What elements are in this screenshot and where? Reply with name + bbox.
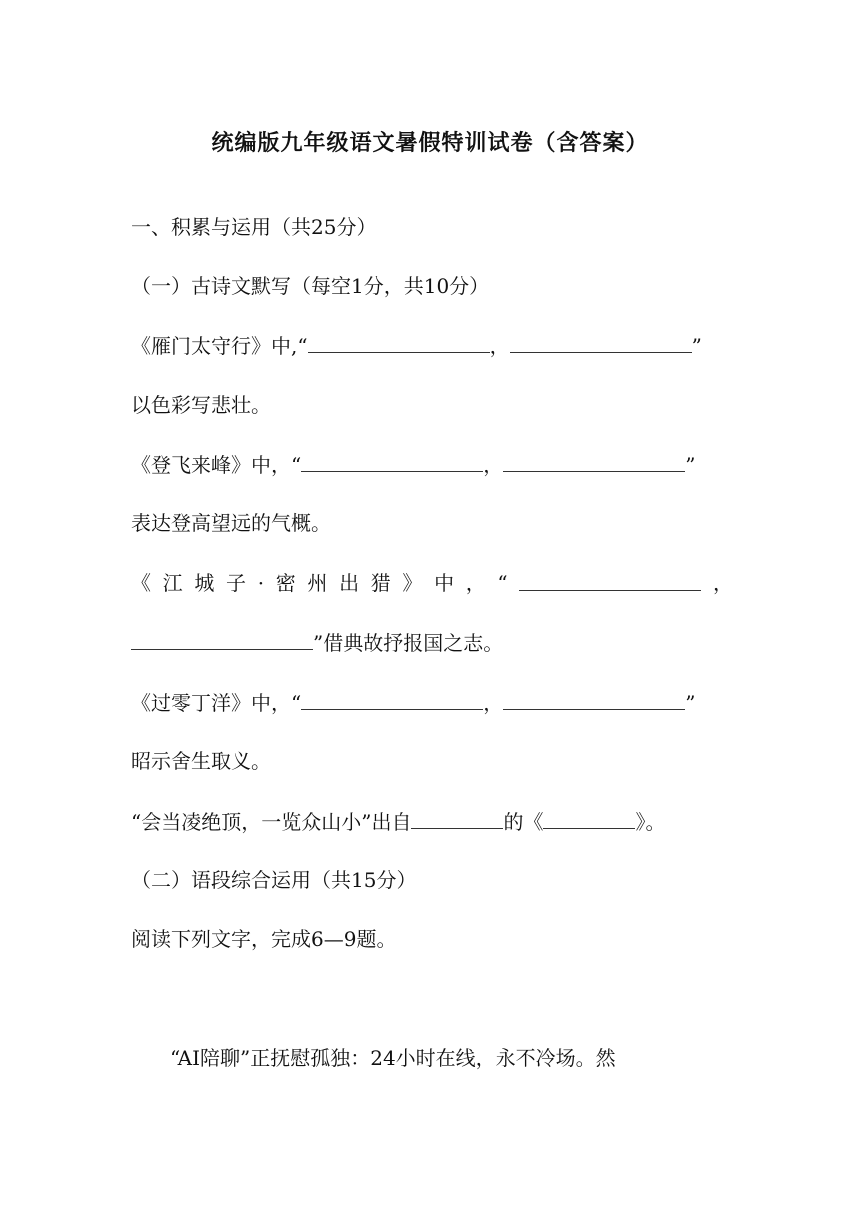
question-3-tail: [131, 627, 731, 658]
question-text: 《过零丁洋》中，“: [131, 691, 302, 715]
subsection-heading: （二）语段综合运用（共15分）: [131, 868, 417, 892]
punctuation: ，: [489, 334, 510, 358]
question-5: [131, 806, 731, 837]
char: 《: [131, 571, 151, 595]
question-4-tail: 昭示舍生取义。: [131, 749, 271, 773]
punctuation: ”: [685, 691, 696, 715]
char: 中: [434, 571, 455, 595]
char: 猎: [370, 571, 391, 595]
char: 城: [194, 571, 215, 595]
answer-blank[interactable]: [131, 627, 313, 650]
char: “: [497, 571, 508, 595]
section-heading: 一、积累与运用（共25分）: [131, 215, 377, 239]
question-text: 的《: [503, 810, 544, 834]
char: 江: [162, 571, 183, 595]
punctuation: ”: [313, 631, 324, 655]
instruction-text: 阅读下列文字，完成6—9题。: [131, 927, 397, 951]
punctuation: ，: [483, 691, 504, 715]
answer-blank[interactable]: [301, 687, 483, 710]
answer-blank[interactable]: [519, 568, 701, 591]
answer-blank[interactable]: [503, 449, 685, 472]
question-text: 借典故抒报国之志。: [323, 631, 504, 655]
punctuation: ，: [713, 571, 733, 595]
answer-blank[interactable]: [503, 687, 685, 710]
answer-blank[interactable]: [510, 330, 692, 353]
question-4: [131, 687, 731, 718]
char: 子: [226, 571, 247, 595]
answer-blank[interactable]: [308, 330, 490, 353]
char: 州: [307, 571, 328, 595]
answer-blank[interactable]: [411, 806, 503, 829]
char: 出: [339, 571, 360, 595]
question-1: [131, 330, 731, 361]
char: ，: [465, 571, 486, 595]
punctuation: 》。: [635, 810, 666, 834]
question-2-tail: 表达登高望远的气概。: [131, 511, 331, 535]
question-text: “会当凌绝顶，一览众山小”出自: [131, 810, 412, 834]
char: 密: [275, 571, 296, 595]
answer-blank[interactable]: [543, 806, 635, 829]
passage-text: “AI陪聊”正抚慰孤独：24小时在线，永不冷场。然: [170, 1046, 616, 1070]
question-1-tail: 以色彩写悲壮。: [131, 393, 271, 417]
punctuation: ，: [483, 453, 504, 477]
subsection-heading: （一）古诗文默写（每空1分，共10分）: [131, 274, 490, 298]
question-text: 《雁门太守行》中,“: [131, 334, 308, 358]
question-3: [131, 568, 733, 598]
char: ·: [257, 571, 265, 595]
answer-blank[interactable]: [301, 449, 483, 472]
question-text: 《登飞来峰》中，“: [131, 453, 302, 477]
punctuation: ”: [685, 453, 696, 477]
page-title: 统编版九年级语文暑假特训试卷（含答案）: [211, 131, 649, 156]
question-2: [131, 449, 731, 480]
punctuation: ”: [691, 334, 702, 358]
char: 》: [402, 571, 423, 595]
